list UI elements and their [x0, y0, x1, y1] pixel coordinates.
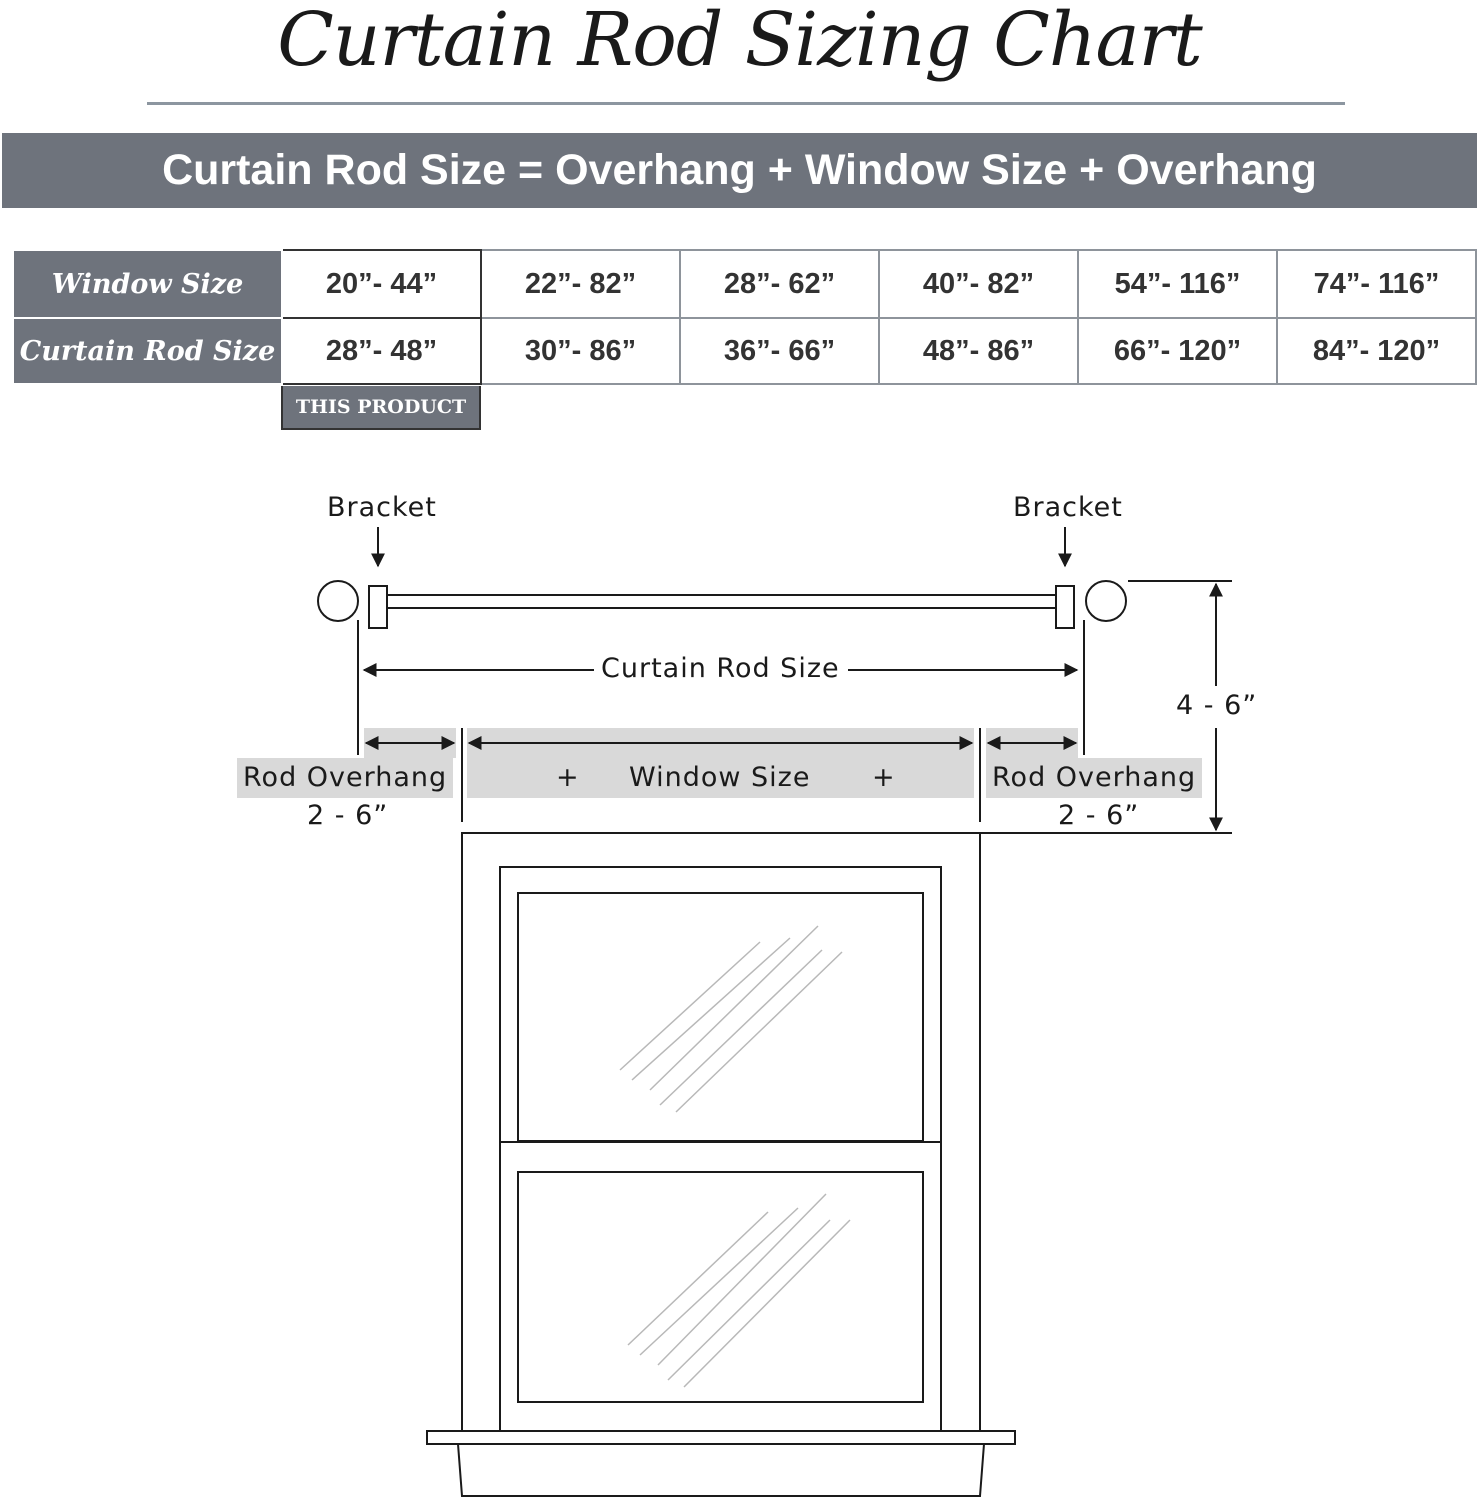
lower-pane [518, 1172, 923, 1402]
row-header-rod-size: Curtain Rod Size [13, 318, 282, 384]
rod-size-label: Curtain Rod Size [601, 653, 840, 684]
bracket-right [1056, 586, 1074, 628]
page-title: Curtain Rod Sizing Chart [277, 0, 1202, 83]
bracket-left-label: Bracket [327, 492, 437, 523]
window-apron [458, 1444, 984, 1496]
rod-size-cell: 28”- 48” [282, 318, 481, 384]
finial-right [1086, 581, 1126, 621]
window-size-cell: 40”- 82” [879, 250, 1078, 318]
this-product-badge: THIS PRODUCT [281, 386, 481, 430]
window-size-cell: 22”- 82” [481, 250, 680, 318]
height-label: 4 - 6” [1176, 690, 1258, 721]
window-size-cell: 74”- 116” [1277, 250, 1476, 318]
window-size-cell: 28”- 62” [680, 250, 879, 318]
row-header-window-size: Window Size [13, 250, 282, 318]
plus-right: + [872, 762, 896, 793]
plus-left: + [556, 762, 580, 793]
rod-size-cell: 66”- 120” [1078, 318, 1277, 384]
window-size-cell: 20”- 44” [282, 250, 481, 318]
rod-size-cell: 84”- 120” [1277, 318, 1476, 384]
overhang-left-label: Rod Overhang [237, 758, 453, 798]
upper-pane [518, 893, 923, 1141]
overhang-right-value: 2 - 6” [1058, 800, 1140, 831]
bracket-right-label: Bracket [1013, 492, 1123, 523]
window-size-cell: 54”- 116” [1078, 250, 1277, 318]
bracket-left [369, 586, 387, 628]
rod-size-cell: 48”- 86” [879, 318, 1078, 384]
overhang-left-value: 2 - 6” [307, 800, 389, 831]
formula-banner: Curtain Rod Size = Overhang + Window Size + Overhang [2, 133, 1477, 208]
rod-size-cell: 36”- 66” [680, 318, 879, 384]
curtain-rod [380, 595, 1065, 608]
overhang-right-label: Rod Overhang [986, 758, 1202, 798]
finial-left [318, 581, 358, 621]
rod-size-cell: 30”- 86” [481, 318, 680, 384]
window-size-label: Window Size [629, 762, 811, 793]
window-sill [427, 1431, 1015, 1444]
